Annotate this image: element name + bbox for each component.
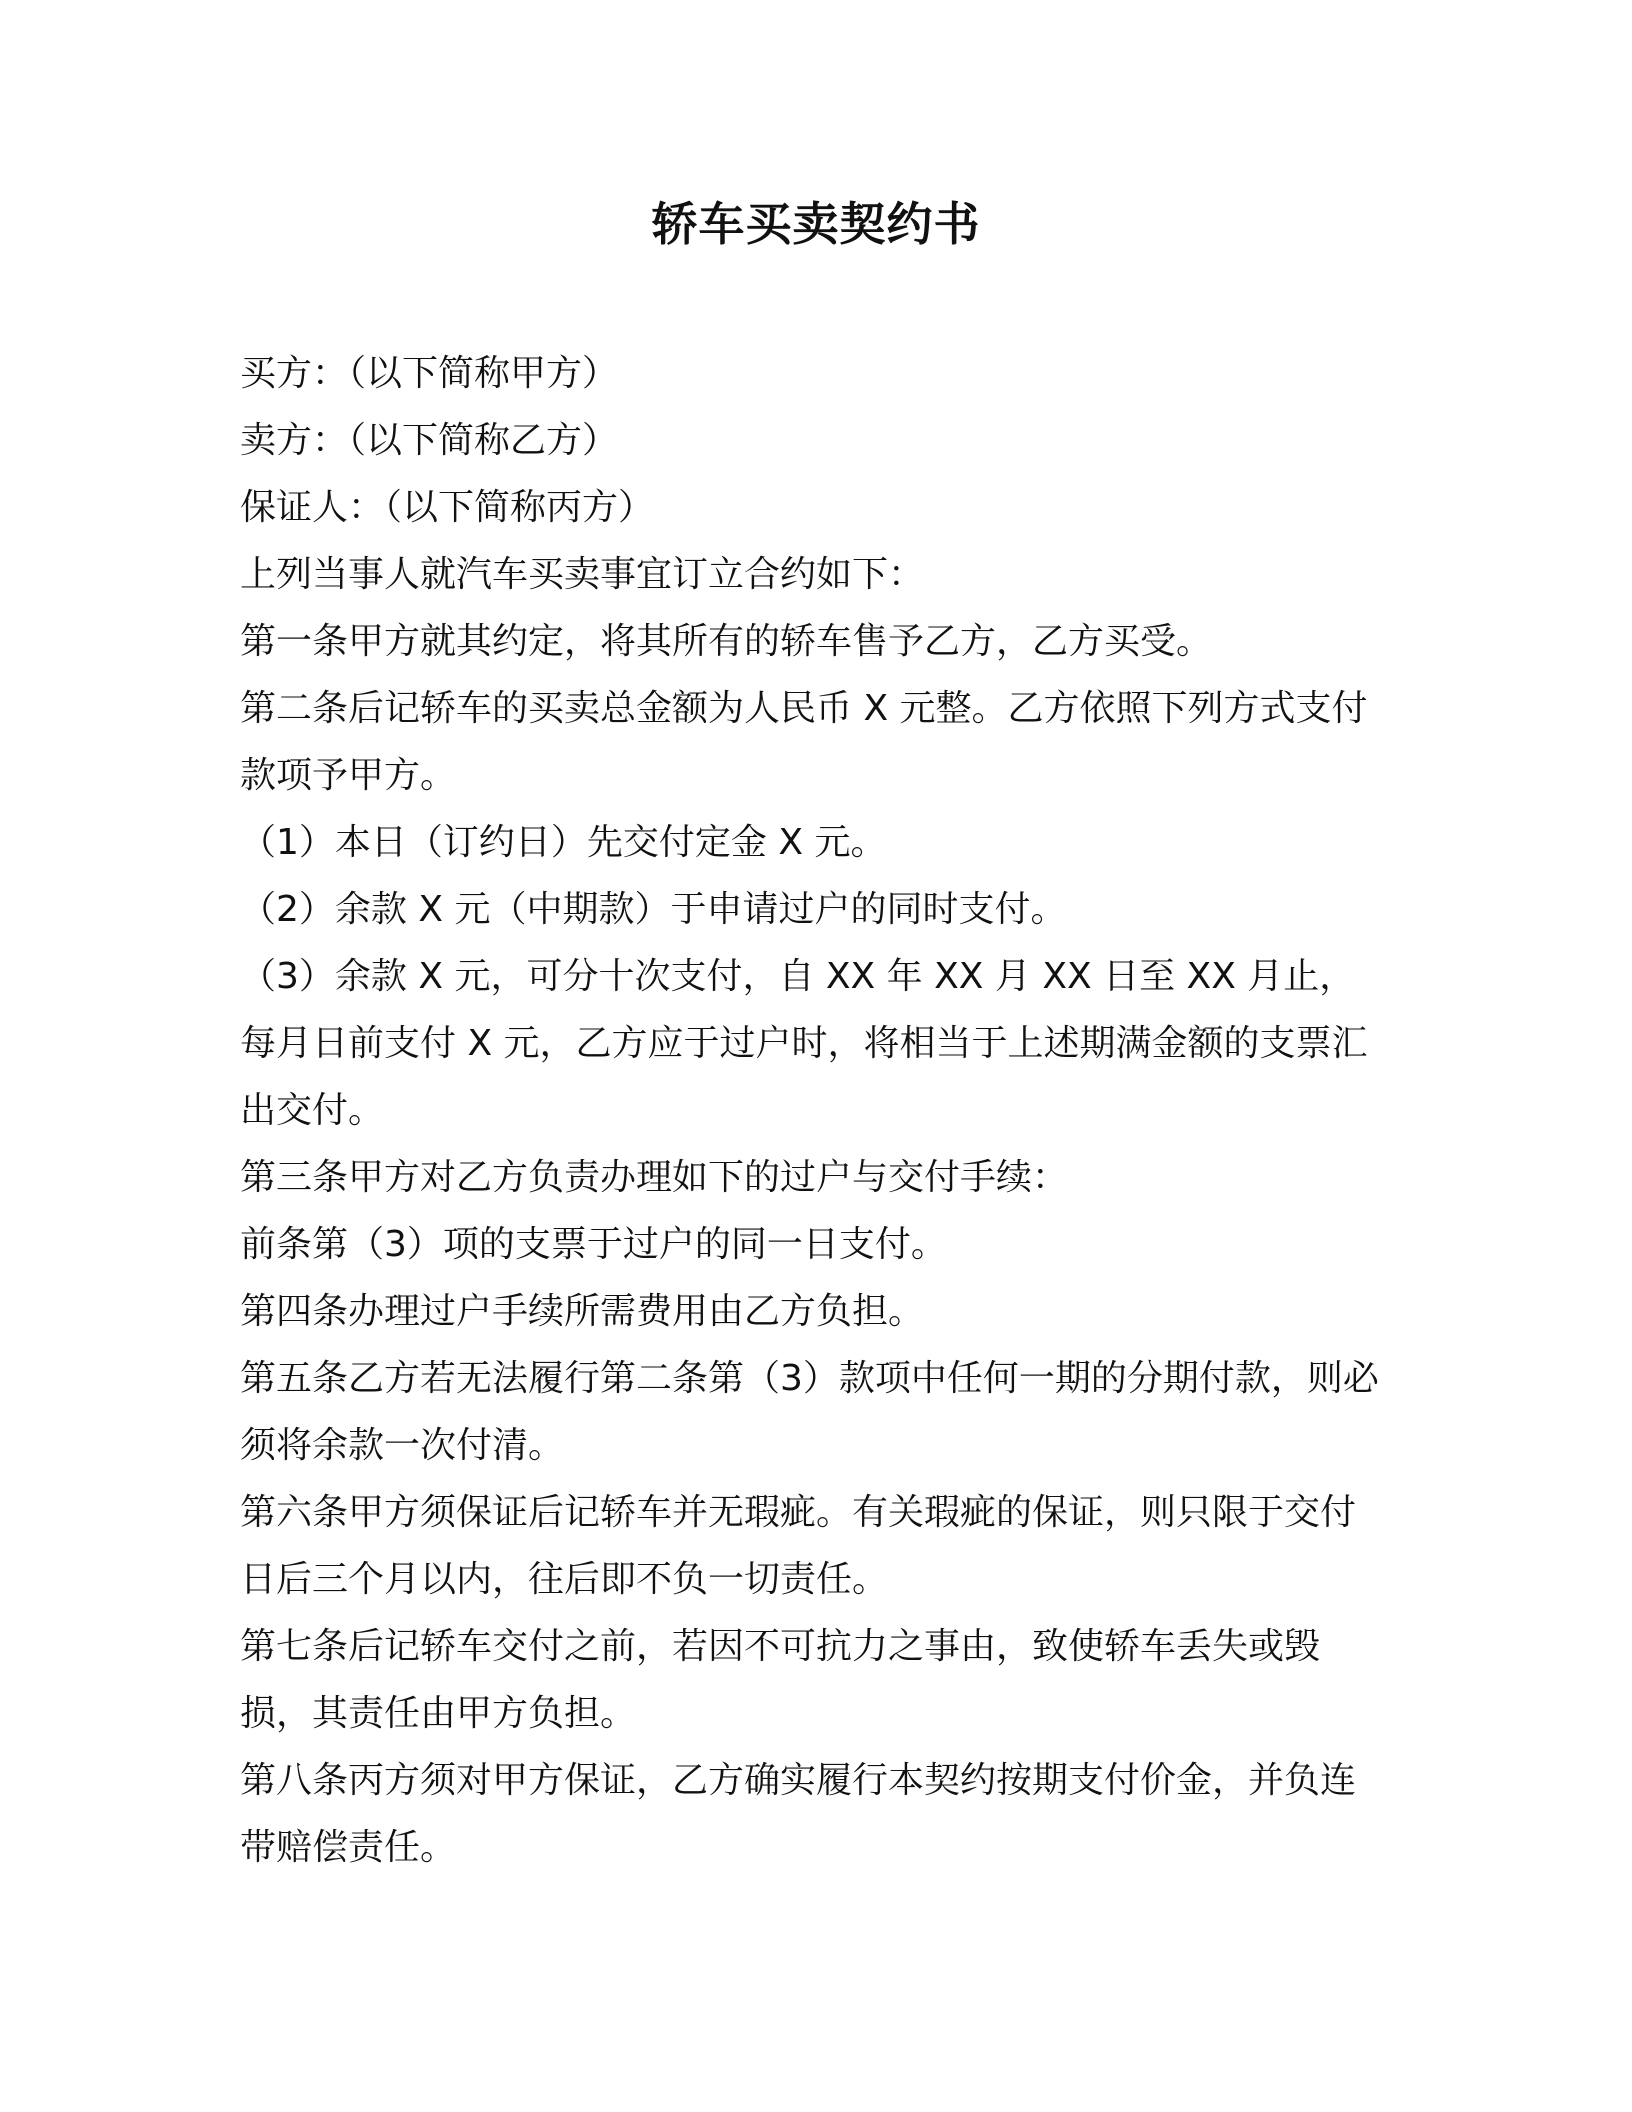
article-1: 第一条甲方就其约定，将其所有的轿车售予乙方，乙方买受。	[240, 621, 1213, 662]
buyer-line: 买方：（以下简称甲方）	[240, 353, 619, 394]
guarantor-line: 保证人：（以下简称丙方）	[240, 487, 655, 528]
article-4: 第四条办理过户手续所需费用由乙方负担。	[240, 1291, 925, 1332]
seller-line: 卖方：（以下简称乙方）	[240, 420, 619, 461]
article-7: 第七条后记轿车交付之前，若因不可抗力之事由，致使轿车丢失或毁损，其责任由甲方负担。	[240, 1626, 1321, 1734]
article-2: 第二条后记轿车的买卖总金额为人民币 X 元整。乙方依照下列方式支付款项予甲方。	[240, 688, 1368, 796]
article-2-item-1: （1）本日（订约日）先交付定金 X 元。	[240, 822, 887, 863]
article-3: 第三条甲方对乙方负责办理如下的过户与交付手续：	[240, 1157, 1069, 1198]
article-2-item-2: （2）余款 X 元（中期款）于申请过户的同时支付。	[240, 889, 1067, 930]
article-6: 第六条甲方须保证后记轿车并无瑕疵。有关瑕疵的保证，则只限于交付日后三个月以内，往后即不负一切责任。	[240, 1492, 1357, 1600]
document-body	[240, 340, 1390, 1881]
article-5: 第五条乙方若无法履行第二条第（3）款项中任何一期的分期付款，则必须将余款一次付清。	[240, 1358, 1379, 1466]
article-2-item-3: （3）余款 X 元，可分十次支付，自 XX 年 XX 月 XX 日至 XX 月止，每月日前支付 X 元，乙方应于过户时，将相当于上述期满金额的支票汇出交付。	[240, 956, 1368, 1131]
article-8: 第八条丙方须对甲方保证，乙方确实履行本契约按期支付价金，并负连带赔偿责任。	[240, 1760, 1357, 1868]
document-title: 轿车买卖契约书	[651, 197, 981, 251]
preamble: 上列当事人就汽车买卖事宜订立合约如下：	[240, 554, 925, 595]
article-3-detail: 前条第（3）项的支票于过户的同一日支付。	[240, 1224, 947, 1265]
